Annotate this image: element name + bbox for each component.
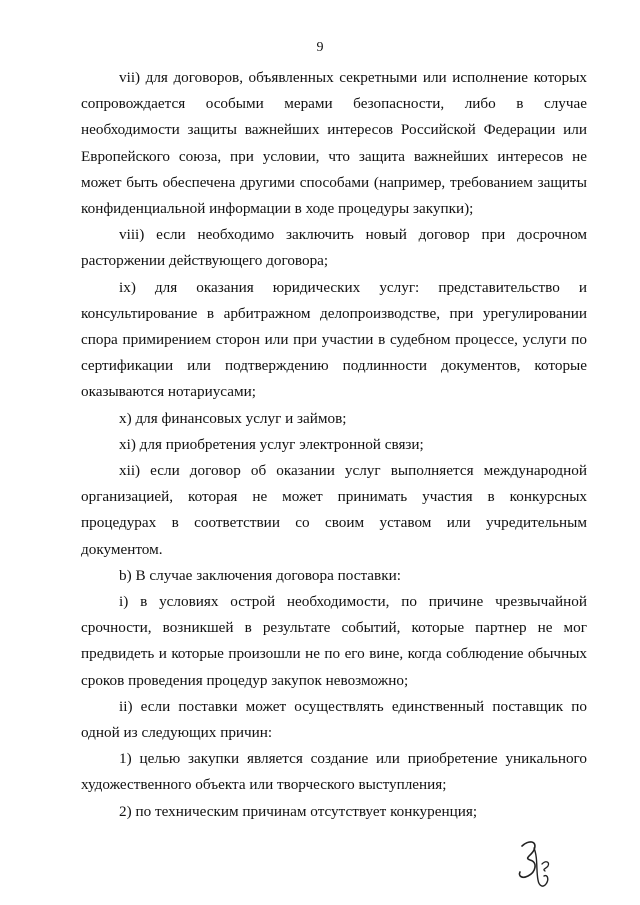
paragraph-viii: viii) если необходимо заключить новый договор при досрочном расторжении действующего договора; [81, 226, 587, 270]
document-body [81, 65, 587, 825]
paragraph-b: b) В случае заключения договора поставки: [119, 566, 401, 584]
paragraph-vii: vii) для договоров, объявленных секретными или исполнение которых сопровождается особыми мерами безопасности, либо в случае необходимости защиты важнейших интересов Российской Федерации или Европейского союза, при условии, что защита важнейших интересов не может быть обеспечена другими способами (например, требованием защиты конфиденциальной информации в ходе процедуры закупки); [81, 69, 587, 218]
handwritten-initials [508, 836, 558, 892]
paragraph-xi: xi) для приобретения услуг электронной связи; [119, 435, 424, 453]
paragraph-b-ii: ii) если поставки может осуществлять единственный поставщик по одной из следующих причин: [81, 697, 587, 742]
page-number: 9 [316, 40, 324, 55]
paragraph-b-ii-2: 2) по техническим причинам отсутствует конкуренция; [119, 802, 478, 820]
paragraph-x: x) для финансовых услуг и займов; [119, 409, 347, 427]
paragraph-b-ii-1: 1) целью закупки является создание или приобретение уникального художественного объекта или творческого выступления; [81, 750, 587, 794]
signature-stroke [534, 848, 548, 886]
paragraph-xii: xii) если договор об оказании услуг выполняется международной организацией, которая не может принимать участия в конкурсных процедурах в соответствии со своим уставом или учредительным документом. [81, 462, 587, 558]
paragraph-ix: ix) для оказания юридических услуг: представительство и консультирование в арбитражном делопроизводстве, при урегулировании спора примирением сторон или при участии в судебном процессе, услуги по сертификации или подтверждению подлинности документов, которые оказываются нотариусами; [81, 278, 587, 401]
paragraph-b-i: i) в условиях острой необходимости, по причине чрезвычайной срочности, возникшей в результате событий, которые партнер не мог предвидеть и которые произошли не по его вине, когда соблюдение обычных сроков проведения процедур закупок невозможно; [81, 593, 587, 689]
signature-stroke [542, 862, 549, 871]
signature-stroke [519, 842, 535, 877]
